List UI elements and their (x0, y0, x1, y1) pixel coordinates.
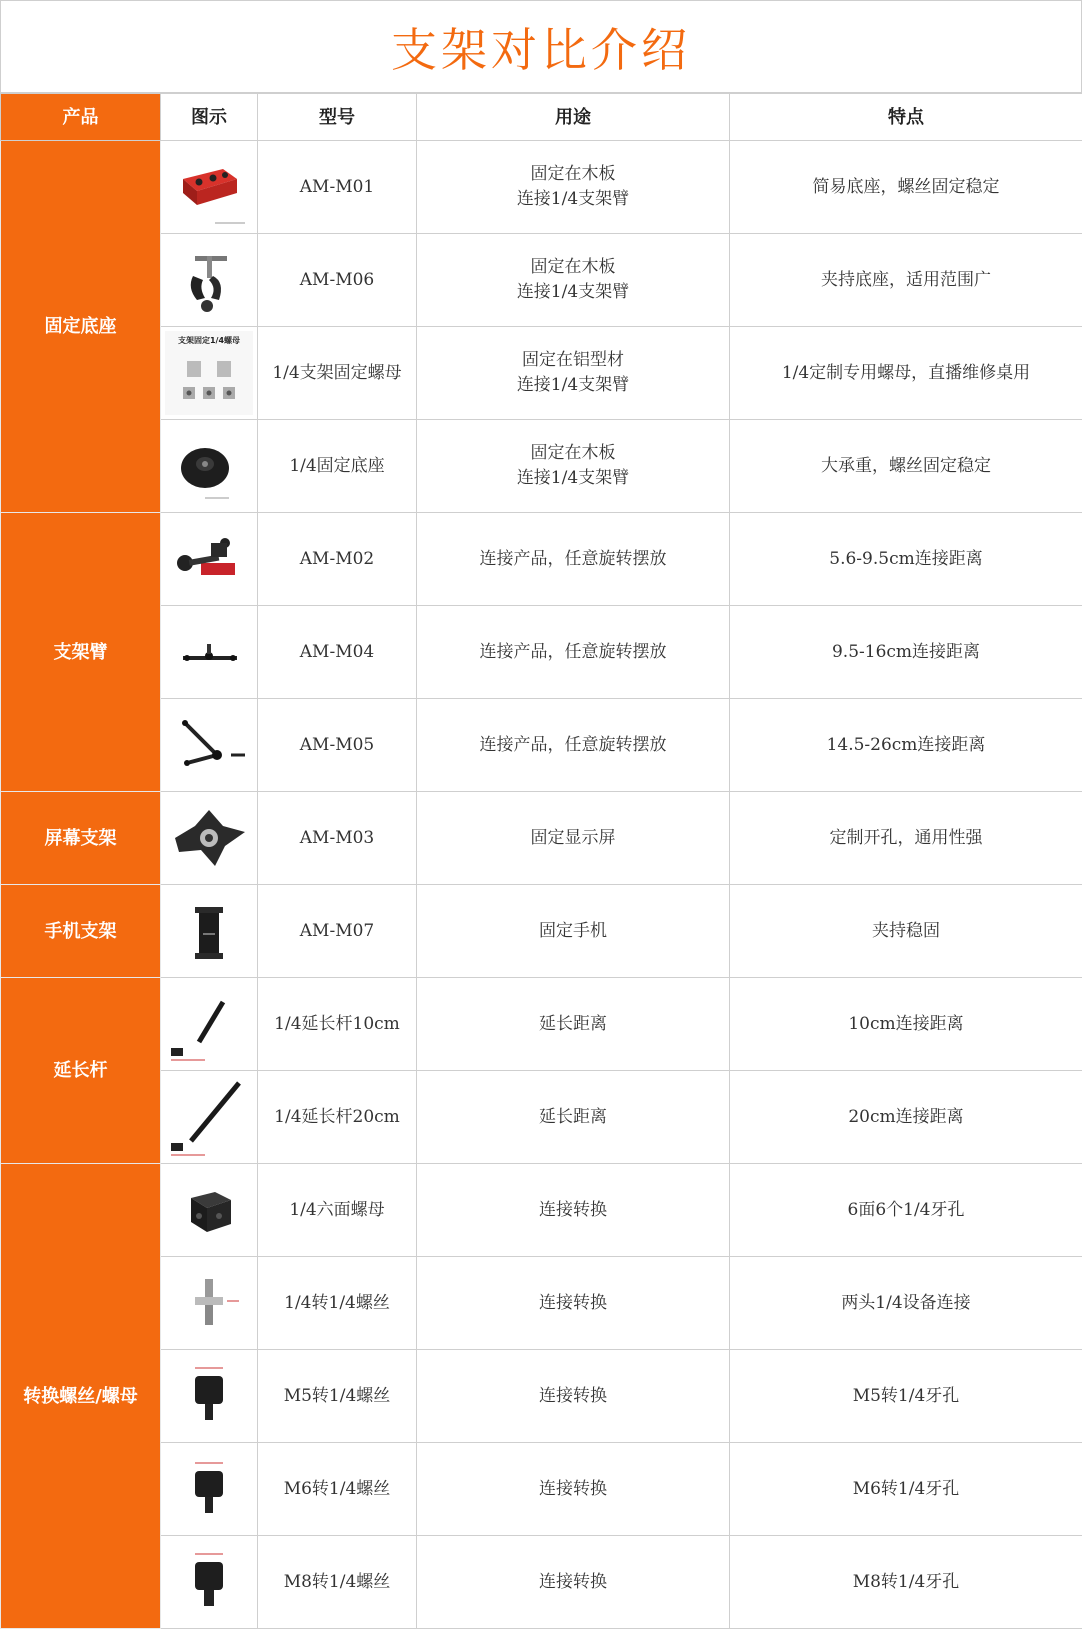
use-cell: 连接转换 (417, 1257, 730, 1350)
use-line-1: 固定在木板 (417, 162, 729, 187)
product-image (161, 885, 258, 978)
table-row (1, 606, 1082, 699)
use-line-2: 连接1/4支架臂 (417, 280, 729, 305)
use-cell: 连接转换 (417, 1350, 730, 1443)
model-cell: 1/4延长杆10cm (258, 978, 417, 1071)
table-row (1, 141, 1082, 234)
product-image (161, 978, 258, 1071)
use-line-2: 连接1/4支架臂 (417, 373, 729, 398)
table-row (1, 1164, 1082, 1257)
use-cell: 连接转换 (417, 1536, 730, 1629)
rod-20cm-icon (165, 1075, 253, 1159)
product-image (161, 1071, 258, 1164)
double-screw-icon (165, 1261, 253, 1345)
feature-cell: M8转1/4牙孔 (730, 1536, 1082, 1629)
table-row (1, 513, 1082, 606)
feature-cell: 定制开孔，通用性强 (730, 792, 1082, 885)
long-arm-icon (165, 703, 253, 787)
table-row (1, 1536, 1082, 1629)
category-fixed-base: 固定底座 (1, 141, 161, 513)
product-image (161, 141, 258, 234)
use-cell: 连接产品，任意旋转摆放 (417, 513, 730, 606)
category-screen-mount: 屏幕支架 (1, 792, 161, 885)
m6-adapter-icon (165, 1447, 253, 1531)
feature-cell: 大承重，螺丝固定稳定 (730, 420, 1082, 513)
table-row (1, 1443, 1082, 1536)
use-cell: 延长距离 (417, 1071, 730, 1164)
feature-cell: 6面6个1/4牙孔 (730, 1164, 1082, 1257)
header-product: 产品 (1, 94, 161, 141)
use-cell (417, 327, 730, 420)
table-row (1, 699, 1082, 792)
table-row (1, 1257, 1082, 1350)
m8-adapter-icon (165, 1540, 253, 1624)
use-cell: 连接产品，任意旋转摆放 (417, 606, 730, 699)
model-cell: 1/4固定底座 (258, 420, 417, 513)
category-adapter-screws: 转换螺丝/螺母 (1, 1164, 161, 1629)
model-cell: AM-M01 (258, 141, 417, 234)
product-image (161, 792, 258, 885)
product-image (161, 1443, 258, 1536)
table-row (1, 234, 1082, 327)
table-row (1, 327, 1082, 420)
product-image (161, 1164, 258, 1257)
short-arm-icon (165, 610, 253, 694)
product-image (161, 1536, 258, 1629)
phone-holder-icon (165, 889, 253, 973)
table-row (1, 885, 1082, 978)
product-image (161, 234, 258, 327)
feature-cell: M5转1/4牙孔 (730, 1350, 1082, 1443)
product-image (161, 699, 258, 792)
page-title: 支架对比介绍 (391, 14, 691, 80)
model-cell: 1/4延长杆20cm (258, 1071, 417, 1164)
model-cell: AM-M06 (258, 234, 417, 327)
use-cell: 连接转换 (417, 1443, 730, 1536)
model-cell: AM-M05 (258, 699, 417, 792)
product-image (161, 513, 258, 606)
category-arm: 支架臂 (1, 513, 161, 792)
feature-cell: M6转1/4牙孔 (730, 1443, 1082, 1536)
model-cell: 1/4六面螺母 (258, 1164, 417, 1257)
ball-arm-icon (165, 517, 253, 601)
use-cell (417, 234, 730, 327)
model-cell: 1/4支架固定螺母 (258, 327, 417, 420)
category-extension-rod: 延长杆 (1, 978, 161, 1164)
nut-caption: 支架固定1/4螺母 (178, 335, 240, 345)
feature-cell: 1/4定制专用螺母，直播维修桌用 (730, 327, 1082, 420)
use-line-2: 连接1/4支架臂 (417, 187, 729, 212)
header-feature: 特点 (730, 94, 1082, 141)
use-line-1: 固定在木板 (417, 255, 729, 280)
model-cell: AM-M03 (258, 792, 417, 885)
table-row (1, 792, 1082, 885)
model-cell: M8转1/4螺丝 (258, 1536, 417, 1629)
product-image (161, 1350, 258, 1443)
header-row (1, 94, 1082, 141)
use-cell: 延长距离 (417, 978, 730, 1071)
category-phone-holder: 手机支架 (1, 885, 161, 978)
use-cell: 固定显示屏 (417, 792, 730, 885)
m5-adapter-icon (165, 1354, 253, 1438)
t-nut-icon (165, 331, 253, 415)
header-use: 用途 (417, 94, 730, 141)
model-cell: 1/4转1/4螺丝 (258, 1257, 417, 1350)
feature-cell: 简易底座，螺丝固定稳定 (730, 141, 1082, 234)
comparison-table (0, 93, 1082, 1629)
feature-cell: 9.5-16cm连接距离 (730, 606, 1082, 699)
use-line-1: 固定在木板 (417, 441, 729, 466)
model-cell: AM-M07 (258, 885, 417, 978)
use-cell: 固定手机 (417, 885, 730, 978)
red-block-mount-icon (165, 145, 253, 229)
product-image (161, 606, 258, 699)
use-cell (417, 141, 730, 234)
use-cell (417, 420, 730, 513)
model-cell: M5转1/4螺丝 (258, 1350, 417, 1443)
product-image (161, 327, 258, 420)
model-cell: AM-M04 (258, 606, 417, 699)
title-bar (0, 0, 1082, 93)
use-cell: 连接转换 (417, 1164, 730, 1257)
feature-cell: 夹持底座，适用范围广 (730, 234, 1082, 327)
rod-10cm-icon (165, 982, 253, 1066)
feature-cell: 5.6-9.5cm连接距离 (730, 513, 1082, 606)
header-image: 图示 (161, 94, 258, 141)
model-cell: AM-M02 (258, 513, 417, 606)
product-image (161, 1257, 258, 1350)
header-model: 型号 (258, 94, 417, 141)
table-row (1, 1071, 1082, 1164)
screen-mount-icon (165, 796, 253, 880)
table-row (1, 1350, 1082, 1443)
table-row (1, 420, 1082, 513)
product-image (161, 420, 258, 513)
feature-cell: 夹持稳固 (730, 885, 1082, 978)
round-base-icon (165, 424, 253, 508)
feature-cell: 两头1/4设备连接 (730, 1257, 1082, 1350)
clamp-mount-icon (165, 238, 253, 322)
use-cell: 连接产品，任意旋转摆放 (417, 699, 730, 792)
feature-cell: 20cm连接距离 (730, 1071, 1082, 1164)
table-row (1, 978, 1082, 1071)
model-cell: M6转1/4螺丝 (258, 1443, 417, 1536)
cube-nut-icon (165, 1168, 253, 1252)
feature-cell: 14.5-26cm连接距离 (730, 699, 1082, 792)
use-line-2: 连接1/4支架臂 (417, 466, 729, 491)
use-line-1: 固定在铝型材 (417, 348, 729, 373)
feature-cell: 10cm连接距离 (730, 978, 1082, 1071)
